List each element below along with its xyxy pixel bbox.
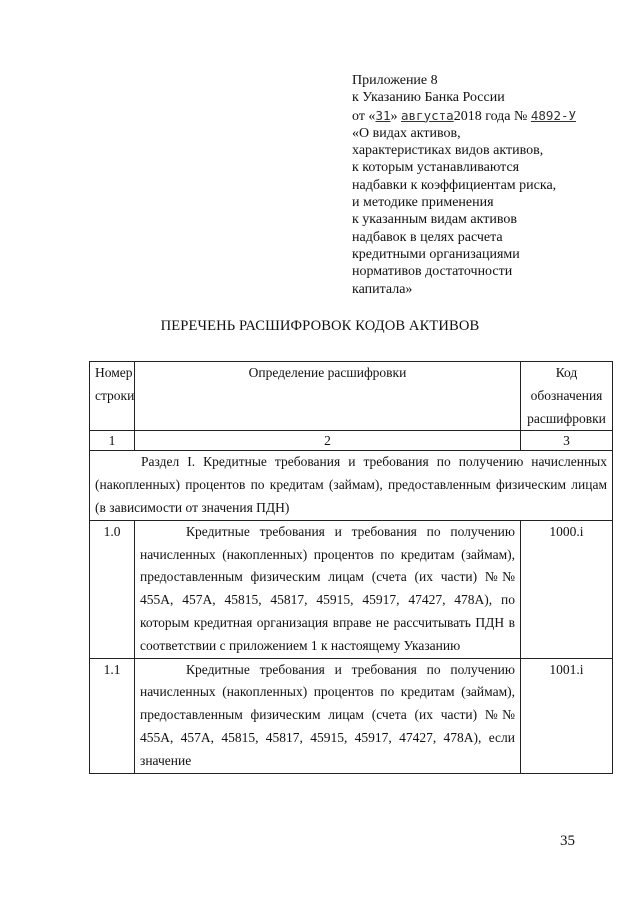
section-heading (90, 451, 613, 520)
handwritten-month: августа (401, 107, 454, 123)
appendix-line: к указанным видам активов (352, 212, 517, 228)
row-code: 1001.i (521, 658, 613, 773)
appendix-line: и методике применения (352, 195, 494, 211)
row-number: 1.1 (90, 658, 135, 773)
document-title: ПЕРЕЧЕНЬ РАСШИФРОВОК КОДОВ АКТИВОВ (160, 318, 480, 334)
row-code: 1000.i (521, 520, 613, 658)
column-number: 2 (135, 431, 521, 451)
section-text: Раздел I. Кредитные требования и требования по получению начисленных (накопленных) процентов по кредитам (займам), предоставленным физическим лицам (в зависимости от значения ПДН) (95, 454, 607, 515)
header-definition: Определение расшифровки (135, 362, 521, 431)
row-definition (135, 658, 521, 773)
header-code: Код обозначения расшифровки (521, 362, 613, 431)
date-year: 2018 года № (453, 108, 531, 124)
codes-table (89, 361, 613, 774)
page-number: 35 (560, 833, 575, 849)
column-number: 3 (521, 431, 613, 451)
date-prefix: от « (352, 108, 376, 124)
table-row (90, 658, 613, 773)
section-row (90, 451, 613, 520)
handwritten-day: 31 (375, 107, 391, 123)
appendix-line: кредитными организациями (352, 246, 520, 262)
header-row-number: Номер строки (90, 362, 135, 431)
appendix-block (352, 72, 622, 298)
definition-text: Кредитные требования и требования по получению начисленных (накопленных) процентов по кредитам (займам), предоставленным физическим лицам (счета (их части) №№ 455А, 457А, 45815, 45817, 45915, 45917, 47427, 478А), по которым кредитная организация вправе не рассчитывать ПДН в соответствии с приложением 1 к настоящему Указанию (140, 523, 515, 653)
column-number: 1 (90, 431, 135, 451)
table-header-row (90, 362, 613, 431)
row-number: 1.0 (90, 520, 135, 658)
appendix-line: надбавок в целях расчета (352, 229, 503, 245)
appendix-line: характеристиках видов активов, (352, 143, 544, 159)
handwritten-number: 4892-У (530, 107, 577, 123)
table-row (90, 520, 613, 658)
appendix-line: «О видах активов, (352, 125, 461, 141)
date-mid: » (390, 108, 401, 124)
appendix-line: к которым устанавливаются (352, 160, 520, 176)
appendix-line: капитала» (352, 281, 413, 297)
appendix-line: нормативов достаточности (352, 264, 513, 280)
column-number-row (90, 431, 613, 451)
appendix-line: к Указанию Банка России (352, 90, 505, 106)
appendix-line: надбавки к коэффициентам риска, (352, 177, 557, 193)
appendix-line: Приложение 8 (352, 73, 438, 88)
appendix-date-line (352, 107, 622, 125)
row-definition (135, 520, 521, 658)
definition-text: Кредитные требования и требования по получению начисленных (накопленных) процентов по кредитам (займам), предоставленным физическим лицам (счета (их части) №№ 455А, 457А, 45815, 45817, 45915, 45917, 47427, 478А), если значение (140, 661, 515, 768)
